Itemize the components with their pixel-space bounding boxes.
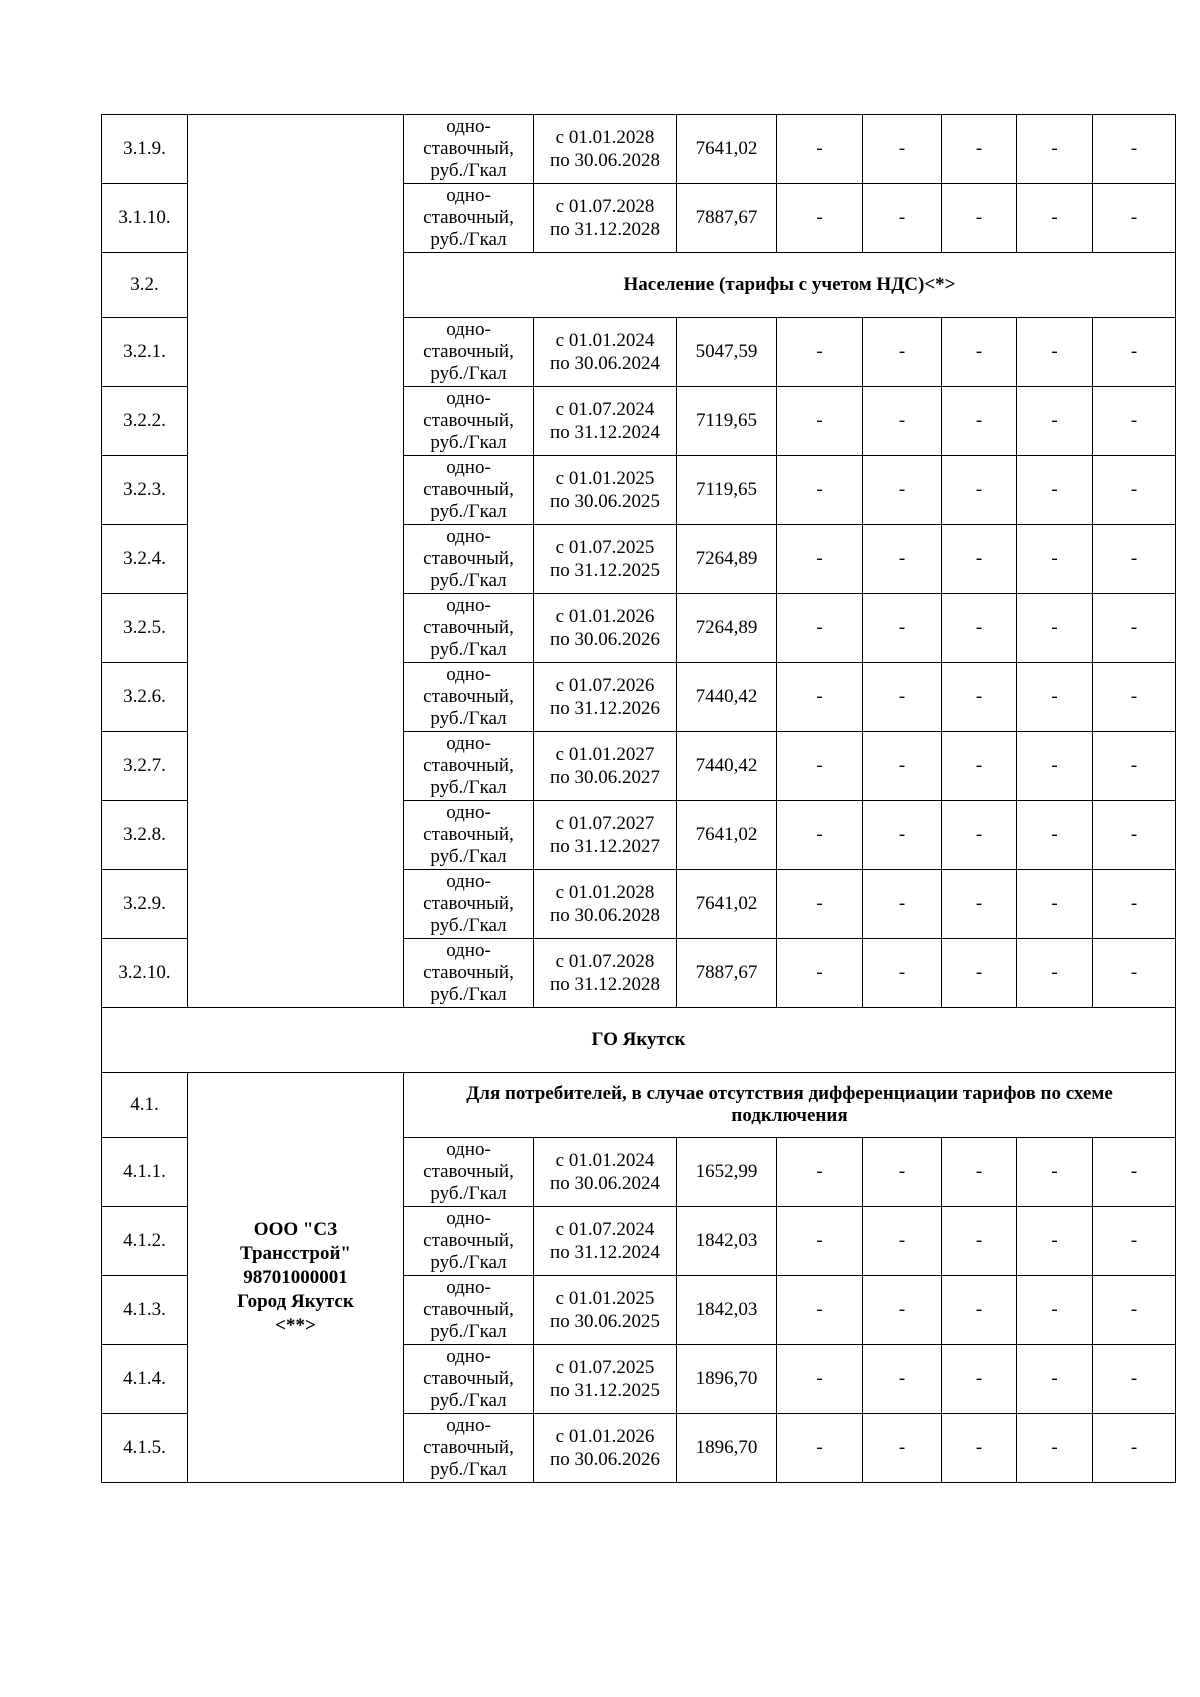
cell-dash: - [1093, 1414, 1176, 1483]
cell-dash: - [942, 1276, 1017, 1345]
cell-dash: - [1017, 318, 1093, 387]
cell-dash: - [863, 663, 942, 732]
cell-dash: - [1093, 1345, 1176, 1414]
cell-dash: - [1093, 387, 1176, 456]
tariff-value: 7119,65 [677, 456, 777, 525]
cell-dash: - [942, 594, 1017, 663]
cell-dash: - [777, 525, 863, 594]
cell-dash: - [942, 1345, 1017, 1414]
cell-dash: - [1093, 318, 1176, 387]
cell-dash: - [777, 663, 863, 732]
row-number: 3.2.9. [102, 870, 188, 939]
tariff-value: 7887,67 [677, 184, 777, 253]
tariff-period: с 01.07.2028 по 31.12.2028 [534, 184, 677, 253]
cell-dash: - [1017, 456, 1093, 525]
cell-dash: - [863, 939, 942, 1008]
cell-dash: - [1017, 594, 1093, 663]
tariff-type: одно- ставочный, руб./Гкал [404, 456, 534, 525]
tariff-type: одно- ставочный, руб./Гкал [404, 870, 534, 939]
row-number: 3.2.8. [102, 801, 188, 870]
tariff-type: одно- ставочный, руб./Гкал [404, 387, 534, 456]
cell-dash: - [863, 1138, 942, 1207]
tariff-type: одно- ставочный, руб./Гкал [404, 184, 534, 253]
row-number: 3.2.5. [102, 594, 188, 663]
cell-dash: - [942, 318, 1017, 387]
cell-dash: - [942, 1414, 1017, 1483]
cell-dash: - [1093, 1138, 1176, 1207]
tariff-period: с 01.07.2025 по 31.12.2025 [534, 525, 677, 594]
cell-dash: - [863, 870, 942, 939]
tariff-value: 7264,89 [677, 525, 777, 594]
tariff-type: одно- ставочный, руб./Гкал [404, 939, 534, 1008]
tariff-value: 7119,65 [677, 387, 777, 456]
tariff-period: с 01.07.2024 по 31.12.2024 [534, 1207, 677, 1276]
cell-dash: - [863, 1276, 942, 1345]
cell-dash: - [942, 801, 1017, 870]
cell-dash: - [1017, 870, 1093, 939]
cell-dash: - [777, 732, 863, 801]
cell-dash: - [1017, 1276, 1093, 1345]
cell-dash: - [1017, 184, 1093, 253]
tariff-value: 7887,67 [677, 939, 777, 1008]
group-header-row [102, 1008, 1176, 1073]
cell-dash: - [1093, 663, 1176, 732]
cell-dash: - [777, 594, 863, 663]
tariff-value: 1896,70 [677, 1345, 777, 1414]
cell-dash: - [942, 456, 1017, 525]
cell-dash: - [1017, 115, 1093, 184]
row-number: 4.1.3. [102, 1276, 188, 1345]
tariff-period: с 01.01.2028 по 30.06.2028 [534, 115, 677, 184]
cell-dash: - [1017, 1414, 1093, 1483]
tariff-value: 1652,99 [677, 1138, 777, 1207]
cell-dash: - [863, 1207, 942, 1276]
row-number: 4.1.2. [102, 1207, 188, 1276]
row-number: 3.2.4. [102, 525, 188, 594]
cell-dash: - [1017, 387, 1093, 456]
cell-dash: - [777, 1138, 863, 1207]
tariff-type: одно- ставочный, руб./Гкал [404, 732, 534, 801]
cell-dash: - [863, 115, 942, 184]
cell-dash: - [942, 732, 1017, 801]
cell-dash: - [863, 387, 942, 456]
cell-dash: - [942, 939, 1017, 1008]
tariff-type: одно- ставочный, руб./Гкал [404, 1207, 534, 1276]
table-row [102, 115, 1176, 184]
cell-dash: - [1017, 939, 1093, 1008]
cell-dash: - [863, 525, 942, 594]
row-number: 4.1.4. [102, 1345, 188, 1414]
tariff-period: с 01.07.2027 по 31.12.2027 [534, 801, 677, 870]
tariff-value: 1842,03 [677, 1276, 777, 1345]
cell-dash: - [777, 1207, 863, 1276]
tariff-value: 7440,42 [677, 732, 777, 801]
section-header-row [102, 1073, 1176, 1138]
tariff-type: одно- ставочный, руб./Гкал [404, 594, 534, 663]
cell-dash: - [777, 939, 863, 1008]
cell-dash: - [942, 115, 1017, 184]
row-number: 3.2.3. [102, 456, 188, 525]
org-cell-blank [188, 115, 404, 1008]
cell-dash: - [942, 387, 1017, 456]
cell-dash: - [777, 1345, 863, 1414]
tariff-type: одно- ставочный, руб./Гкал [404, 115, 534, 184]
cell-dash: - [1017, 525, 1093, 594]
cell-dash: - [1093, 594, 1176, 663]
section-title: Для потребителей, в случае отсутствия дифференциации тарифов по схеме подключения [404, 1073, 1176, 1138]
cell-dash: - [1017, 732, 1093, 801]
cell-dash: - [863, 456, 942, 525]
tariff-type: одно- ставочный, руб./Гкал [404, 1345, 534, 1414]
tariff-type: одно- ставочный, руб./Гкал [404, 663, 534, 732]
cell-dash: - [942, 1207, 1017, 1276]
cell-dash: - [863, 318, 942, 387]
group-title: ГО Якутск [102, 1008, 1176, 1073]
cell-dash: - [863, 1414, 942, 1483]
cell-dash: - [1017, 1345, 1093, 1414]
tariff-period: с 01.01.2026 по 30.06.2026 [534, 594, 677, 663]
cell-dash: - [777, 184, 863, 253]
cell-dash: - [1093, 870, 1176, 939]
cell-dash: - [1093, 115, 1176, 184]
cell-dash: - [942, 184, 1017, 253]
tariff-period: с 01.01.2024 по 30.06.2024 [534, 318, 677, 387]
tariff-period: с 01.01.2024 по 30.06.2024 [534, 1138, 677, 1207]
tariff-value: 1842,03 [677, 1207, 777, 1276]
tariff-period: с 01.01.2025 по 30.06.2025 [534, 456, 677, 525]
tariff-type: одно- ставочный, руб./Гкал [404, 1138, 534, 1207]
cell-dash: - [942, 1138, 1017, 1207]
tariff-type: одно- ставочный, руб./Гкал [404, 318, 534, 387]
cell-dash: - [863, 801, 942, 870]
organization-cell: ООО "СЗ Трансстрой" 98701000001 Город Якутск <**> [188, 1073, 404, 1483]
tariff-value: 7264,89 [677, 594, 777, 663]
tariff-period: с 01.01.2027 по 30.06.2027 [534, 732, 677, 801]
row-number: 4.1.5. [102, 1414, 188, 1483]
tariff-period: с 01.07.2028 по 31.12.2028 [534, 939, 677, 1008]
row-number: 3.2. [102, 253, 188, 318]
tariff-value: 5047,59 [677, 318, 777, 387]
row-number: 3.2.7. [102, 732, 188, 801]
cell-dash: - [1093, 184, 1176, 253]
cell-dash: - [863, 184, 942, 253]
cell-dash: - [777, 456, 863, 525]
cell-dash: - [863, 594, 942, 663]
cell-dash: - [1093, 1276, 1176, 1345]
tariff-value: 7641,02 [677, 801, 777, 870]
cell-dash: - [942, 525, 1017, 594]
tariff-value: 7641,02 [677, 115, 777, 184]
cell-dash: - [777, 870, 863, 939]
cell-dash: - [942, 870, 1017, 939]
tariff-table [101, 114, 1176, 1483]
tariff-period: с 01.01.2028 по 30.06.2028 [534, 870, 677, 939]
cell-dash: - [1017, 1138, 1093, 1207]
tariff-period: с 01.01.2025 по 30.06.2025 [534, 1276, 677, 1345]
cell-dash: - [1017, 1207, 1093, 1276]
cell-dash: - [863, 1345, 942, 1414]
tariff-type: одно- ставочный, руб./Гкал [404, 1276, 534, 1345]
tariff-period: с 01.01.2026 по 30.06.2026 [534, 1414, 677, 1483]
row-number: 4.1. [102, 1073, 188, 1138]
row-number: 3.2.1. [102, 318, 188, 387]
tariff-period: с 01.07.2024 по 31.12.2024 [534, 387, 677, 456]
cell-dash: - [1093, 939, 1176, 1008]
tariff-type: одно- ставочный, руб./Гкал [404, 525, 534, 594]
tariff-table-body [102, 115, 1176, 1483]
section-title: Население (тарифы с учетом НДС)<*> [404, 253, 1176, 318]
row-number: 3.2.10. [102, 939, 188, 1008]
cell-dash: - [863, 732, 942, 801]
cell-dash: - [1017, 663, 1093, 732]
cell-dash: - [942, 663, 1017, 732]
cell-dash: - [1093, 525, 1176, 594]
tariff-type: одно- ставочный, руб./Гкал [404, 1414, 534, 1483]
cell-dash: - [1017, 801, 1093, 870]
row-number: 3.2.2. [102, 387, 188, 456]
cell-dash: - [777, 318, 863, 387]
cell-dash: - [1093, 801, 1176, 870]
row-number: 3.1.9. [102, 115, 188, 184]
cell-dash: - [777, 1414, 863, 1483]
row-number: 4.1.1. [102, 1138, 188, 1207]
row-number: 3.2.6. [102, 663, 188, 732]
cell-dash: - [777, 387, 863, 456]
tariff-period: с 01.07.2025 по 31.12.2025 [534, 1345, 677, 1414]
tariff-period: с 01.07.2026 по 31.12.2026 [534, 663, 677, 732]
tariff-value: 1896,70 [677, 1414, 777, 1483]
cell-dash: - [777, 1276, 863, 1345]
cell-dash: - [1093, 456, 1176, 525]
tariff-value: 7440,42 [677, 663, 777, 732]
cell-dash: - [777, 115, 863, 184]
cell-dash: - [1093, 1207, 1176, 1276]
row-number: 3.1.10. [102, 184, 188, 253]
tariff-type: одно- ставочный, руб./Гкал [404, 801, 534, 870]
cell-dash: - [1093, 732, 1176, 801]
tariff-value: 7641,02 [677, 870, 777, 939]
cell-dash: - [777, 801, 863, 870]
